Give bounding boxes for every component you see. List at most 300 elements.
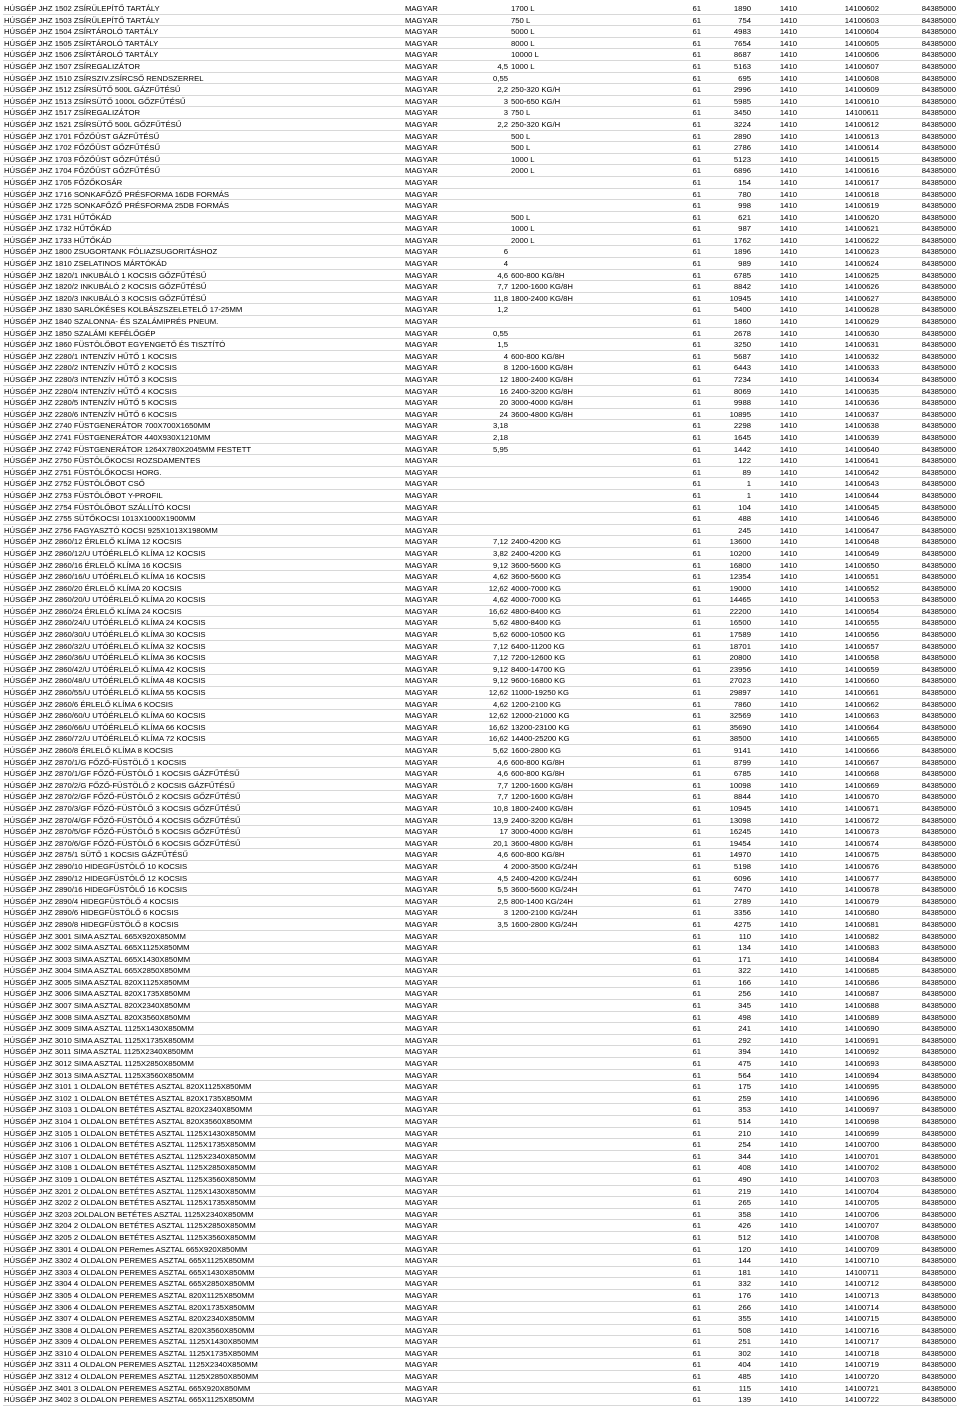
- vtsz-cell: 84385000: [921, 328, 956, 338]
- vtsz-cell: 84385000: [921, 780, 956, 790]
- group-cell: 1410: [779, 189, 797, 199]
- item-id-cell: 14100606: [844, 50, 879, 60]
- code-cell: 61: [692, 1174, 701, 1184]
- price-cell: 564: [738, 1070, 751, 1080]
- capacity-cell: 6400-11200 KG: [511, 641, 565, 651]
- country-cell: MAGYAR: [405, 1209, 438, 1219]
- power-cell: [465, 3, 509, 14]
- product-name-cell: HÚSGÉP JHZ 2860/16 ÉRLELŐ KLÍMA 16 KOCSIS: [4, 560, 182, 570]
- group-cell: 1410: [779, 1117, 797, 1126]
- price-cell: 512: [738, 1232, 751, 1242]
- vtsz-cell: 84385000: [921, 560, 956, 570]
- product-name-cell: HÚSGÉP JHZ 3109 1 OLDALON BETÉTES ASZTAL 1125X3560X850MM: [4, 1174, 256, 1184]
- item-id-cell: 14100694: [844, 1070, 879, 1080]
- capacity-cell: 1200-1600 KG/8H: [511, 780, 573, 790]
- price-cell: 989: [738, 259, 751, 269]
- product-name-cell: HÚSGÉP JHZ 2860/66/U UTÓÉRLELŐ KLÍMA 66 KOCSIS: [4, 722, 206, 732]
- price-cell: 332: [738, 1279, 751, 1289]
- item-id-cell: 14100686: [844, 977, 879, 987]
- group-cell: 1410: [779, 595, 797, 605]
- code-cell: 61: [692, 212, 701, 222]
- capacity-cell: [509, 1232, 649, 1243]
- group-cell: 1410: [779, 1198, 797, 1208]
- item-id-cell: 14100683: [844, 943, 879, 953]
- item-id-cell: 14100604: [844, 27, 879, 37]
- product-name-cell: HÚSGÉP JHZ 2890/10 HIDEGFÜSTÖLŐ 10 KOCSIS: [4, 861, 188, 871]
- power-cell: [465, 1209, 509, 1220]
- vtsz-cell: 84385000: [921, 1267, 956, 1277]
- vtsz-cell: 84385000: [921, 803, 956, 813]
- item-id-cell: 14100633: [844, 363, 879, 373]
- price-cell: 166: [738, 977, 751, 987]
- item-id-cell: 14100609: [844, 85, 879, 95]
- country-cell: MAGYAR: [405, 792, 438, 802]
- group-cell: 1410: [779, 1163, 797, 1173]
- capacity-cell: 2000 L: [511, 235, 535, 245]
- vtsz-cell: 84385000: [921, 618, 956, 628]
- power-cell: 4,6: [497, 850, 508, 860]
- item-id-cell: 14100684: [844, 954, 879, 964]
- price-cell: 8069: [733, 386, 751, 396]
- product-name-cell: HÚSGÉP JHZ 2870/6/GF FŐZŐ-FÜSTÖLŐ 6 KOCSIS GŐZFŰTÉSŰ: [4, 838, 241, 848]
- table-row: [3, 1313, 957, 1325]
- product-name-cell: HÚSGÉP JHZ 3106 1 OLDALON BETÉTES ASZTAL 1125X1735X850MM: [4, 1140, 256, 1150]
- country-cell: MAGYAR: [405, 757, 438, 767]
- group-cell: 1410: [779, 931, 797, 941]
- capacity-cell: 1800-2400 KG/8H: [511, 803, 573, 813]
- group-cell: 1410: [779, 537, 797, 547]
- capacity-cell: 8400-14700 KG: [511, 664, 566, 674]
- group-cell: 1410: [779, 1082, 797, 1092]
- group-cell: 1410: [779, 1035, 797, 1045]
- group-cell: 1410: [779, 792, 797, 802]
- item-id-cell: 14100705: [844, 1198, 879, 1208]
- product-name-cell: HÚSGÉP JHZ 3402 3 OLDALON PEREMES ASZTAL 665X1125X850MM: [4, 1395, 255, 1405]
- table-row: [3, 131, 957, 143]
- price-cell: 210: [738, 1128, 751, 1138]
- table-row: [3, 1197, 957, 1209]
- capacity-cell: [509, 942, 649, 953]
- product-name-cell: HÚSGÉP JHZ 1820/2 INKUBÁLÓ 2 KOCSIS GŐZFŰTÉSŰ: [4, 282, 207, 292]
- product-name-cell: HÚSGÉP JHZ 2860/72/U UTÓÉRLELŐ KLÍMA 72 KOCSIS: [4, 734, 206, 744]
- price-cell: 259: [738, 1093, 751, 1103]
- country-cell: MAGYAR: [405, 1070, 438, 1080]
- price-cell: 13600: [729, 537, 751, 547]
- code-cell: 61: [692, 1186, 701, 1196]
- country-cell: MAGYAR: [405, 1383, 438, 1393]
- group-cell: 1410: [779, 618, 797, 628]
- item-id-cell: 14100666: [844, 746, 879, 755]
- vtsz-cell: 84385000: [921, 479, 956, 489]
- item-id-cell: 14100630: [844, 328, 879, 338]
- table-row: [3, 1046, 957, 1058]
- code-cell: 61: [692, 1360, 701, 1370]
- vtsz-cell: 84385000: [921, 4, 956, 13]
- product-name-cell: HÚSGÉP JHZ 3307 4 OLDALON PEREMES ASZTAL 820X2340X850MM: [4, 1314, 255, 1324]
- table-row: [3, 1336, 957, 1348]
- country-cell: MAGYAR: [405, 885, 438, 895]
- capacity-cell: 600-800 KG/8H: [511, 769, 565, 779]
- country-cell: MAGYAR: [405, 931, 438, 941]
- country-cell: MAGYAR: [405, 108, 438, 118]
- product-name-cell: HÚSGÉP JHZ 1732 HŰTŐKÁD: [4, 224, 112, 234]
- capacity-cell: 2000-3500 KG/24H: [511, 861, 578, 871]
- capacity-cell: [509, 1325, 649, 1336]
- item-id-cell: 14100624: [844, 259, 879, 269]
- code-cell: 61: [692, 514, 701, 524]
- vtsz-cell: 84385000: [921, 1093, 956, 1103]
- group-cell: 1410: [779, 850, 797, 860]
- country-cell: MAGYAR: [405, 235, 438, 245]
- table-row: [3, 617, 957, 629]
- item-id-cell: 14100643: [844, 479, 879, 489]
- capacity-cell: 4000-7000 KG: [511, 595, 562, 605]
- group-cell: 1410: [779, 1093, 797, 1103]
- capacity-cell: [509, 444, 649, 455]
- price-cell: 7654: [733, 38, 751, 48]
- code-cell: 61: [692, 1024, 701, 1034]
- capacity-cell: [509, 513, 649, 524]
- code-cell: 61: [692, 1256, 701, 1266]
- item-id-cell: 14100618: [844, 189, 879, 199]
- price-cell: 508: [738, 1325, 751, 1335]
- country-cell: MAGYAR: [405, 676, 438, 686]
- power-cell: 4: [503, 259, 508, 269]
- code-cell: 61: [692, 606, 701, 616]
- code-cell: 61: [692, 919, 701, 929]
- power-cell: 16,62: [488, 722, 508, 732]
- price-cell: 144: [738, 1256, 751, 1266]
- table-row: [3, 1220, 957, 1232]
- vtsz-cell: 84385000: [921, 989, 956, 999]
- table-row: [3, 73, 957, 85]
- product-name-cell: HÚSGÉP JHZ 3103 1 OLDALON BETÉTES ASZTAL 820X2340X850MM: [4, 1105, 253, 1115]
- power-cell: [465, 977, 509, 988]
- group-cell: 1410: [779, 514, 797, 524]
- capacity-cell: [509, 246, 649, 257]
- power-cell: [465, 142, 509, 153]
- power-cell: 9,12: [493, 676, 508, 686]
- price-cell: 485: [738, 1372, 751, 1382]
- item-id-cell: 14100721: [844, 1383, 879, 1393]
- power-cell: [465, 513, 509, 524]
- power-cell: 4,5: [497, 873, 508, 883]
- capacity-cell: 600-800 KG/8H: [511, 270, 565, 280]
- group-cell: 1410: [779, 235, 797, 245]
- item-id-cell: 14100691: [844, 1035, 879, 1045]
- group-cell: 1410: [779, 73, 797, 83]
- price-cell: 9988: [733, 398, 751, 408]
- item-id-cell: 14100621: [844, 224, 879, 234]
- vtsz-cell: 84385000: [921, 606, 956, 616]
- vtsz-cell: 84385000: [921, 966, 956, 976]
- product-name-cell: HÚSGÉP JHZ 2860/42/U UTÓÉRLELŐ KLÍMA 42 KOCSIS: [4, 664, 206, 674]
- power-cell: [465, 177, 509, 188]
- country-cell: MAGYAR: [405, 722, 438, 732]
- country-cell: MAGYAR: [405, 966, 438, 976]
- code-cell: 61: [692, 282, 701, 292]
- table-row: [3, 699, 957, 711]
- table-row: [3, 142, 957, 154]
- code-cell: 61: [692, 630, 701, 640]
- price-cell: 2890: [733, 131, 751, 141]
- country-cell: MAGYAR: [405, 711, 438, 721]
- country-cell: MAGYAR: [405, 386, 438, 396]
- table-row: [3, 177, 957, 189]
- vtsz-cell: 84385000: [921, 1117, 956, 1126]
- capacity-cell: [509, 977, 649, 988]
- group-cell: 1410: [779, 1395, 797, 1405]
- power-cell: 3: [503, 96, 508, 106]
- code-cell: 61: [692, 73, 701, 83]
- product-name-cell: HÚSGÉP JHZ 2740 FÜSTGENERÁTOR 700X700X1650MM: [4, 421, 211, 431]
- table-row: [3, 1186, 957, 1198]
- capacity-cell: [509, 1058, 649, 1069]
- code-cell: 61: [692, 966, 701, 976]
- code-cell: 61: [692, 1337, 701, 1347]
- country-cell: MAGYAR: [405, 595, 438, 605]
- item-id-cell: 14100620: [844, 212, 879, 222]
- price-cell: 134: [738, 943, 751, 953]
- price-cell: 498: [738, 1012, 751, 1022]
- item-id-cell: 14100617: [844, 177, 879, 187]
- code-cell: 61: [692, 1151, 701, 1161]
- capacity-cell: [509, 316, 649, 327]
- code-cell: 61: [692, 676, 701, 686]
- product-name-cell: HÚSGÉP JHZ 3006 SIMA ASZTAL 820X1735X850MM: [4, 989, 191, 999]
- price-cell: 358: [738, 1209, 751, 1219]
- product-name-cell: HÚSGÉP JHZ 1850 SZALÁMI KEFÉLŐGÉP: [4, 328, 156, 338]
- item-id-cell: 14100607: [844, 61, 879, 71]
- vtsz-cell: 84385000: [921, 792, 956, 802]
- item-id-cell: 14100706: [844, 1209, 879, 1219]
- group-cell: 1410: [779, 177, 797, 187]
- product-name-cell: HÚSGÉP JHZ 1820/1 INKUBÁLÓ 1 KOCSIS GŐZFŰTÉSŰ: [4, 270, 207, 280]
- item-id-cell: 14100646: [844, 514, 879, 524]
- vtsz-cell: 84385000: [921, 456, 956, 466]
- country-cell: MAGYAR: [405, 15, 438, 25]
- power-cell: [465, 1162, 509, 1173]
- group-cell: 1410: [779, 259, 797, 269]
- item-id-cell: 14100611: [845, 108, 879, 118]
- vtsz-cell: 84385000: [921, 375, 956, 384]
- vtsz-cell: 84385000: [921, 943, 956, 953]
- capacity-cell: [509, 1000, 649, 1011]
- table-row: [3, 977, 957, 989]
- price-cell: 10200: [729, 548, 751, 558]
- code-cell: 61: [692, 746, 701, 755]
- product-name-cell: HÚSGÉP JHZ 1503 ZSÍRÜLEPÍTŐ TARTÁLY: [4, 15, 160, 25]
- group-cell: 1410: [779, 722, 797, 732]
- price-cell: 13098: [729, 815, 751, 825]
- item-id-cell: 14100702: [844, 1163, 879, 1173]
- table-row: [3, 1371, 957, 1383]
- country-cell: MAGYAR: [405, 1001, 438, 1011]
- group-cell: 1410: [779, 270, 797, 280]
- code-cell: 61: [692, 421, 701, 431]
- item-id-cell: 14100657: [844, 641, 879, 651]
- table-row: [3, 293, 957, 305]
- power-cell: 4: [503, 351, 508, 361]
- price-cell: 3224: [733, 119, 751, 129]
- vtsz-cell: 84385000: [921, 119, 956, 129]
- power-cell: 3: [503, 108, 508, 118]
- power-cell: 20: [499, 398, 508, 408]
- vtsz-cell: 84385000: [921, 1163, 956, 1173]
- country-cell: MAGYAR: [405, 1348, 438, 1358]
- vtsz-cell: 84385000: [921, 699, 956, 709]
- product-name-cell: HÚSGÉP JHZ 2860/12 ÉRLELŐ KLÍMA 12 KOCSIS: [4, 537, 182, 547]
- item-id-cell: 14100671: [844, 803, 879, 813]
- country-cell: MAGYAR: [405, 1012, 438, 1022]
- code-cell: 61: [692, 954, 701, 964]
- vtsz-cell: 84385000: [921, 676, 956, 686]
- country-cell: MAGYAR: [405, 4, 438, 13]
- vtsz-cell: 84385000: [921, 177, 956, 187]
- item-id-cell: 14100649: [844, 548, 879, 558]
- country-cell: MAGYAR: [405, 1244, 438, 1254]
- product-name-cell: HÚSGÉP JHZ 2860/24 ÉRLELŐ KLÍMA 24 KOCSIS: [4, 606, 182, 616]
- code-cell: 61: [692, 398, 701, 408]
- group-cell: 1410: [779, 1070, 797, 1080]
- power-cell: [465, 1081, 509, 1092]
- item-id-cell: 14100682: [844, 931, 879, 941]
- price-cell: 6785: [733, 270, 751, 280]
- product-name-cell: HÚSGÉP JHZ 3308 4 OLDALON PEREMES ASZTAL 820X3560X850MM: [4, 1325, 255, 1335]
- capacity-cell: 250-320 KG/H: [511, 85, 561, 95]
- vtsz-cell: 84385000: [921, 1337, 956, 1347]
- price-cell: 171: [738, 954, 751, 964]
- price-cell: 7860: [733, 699, 751, 709]
- table-row: [3, 942, 957, 954]
- product-name-cell: HÚSGÉP JHZ 3311 4 OLDALON PEREMES ASZTAL 1125X2340X850MM: [4, 1360, 258, 1370]
- item-id-cell: 14100716: [844, 1325, 879, 1335]
- product-name-cell: HÚSGÉP JHZ 1506 ZSÍRTÁROLÓ TARTÁLY: [4, 50, 159, 60]
- item-id-cell: 14100651: [844, 572, 879, 582]
- capacity-cell: 3600-4800 KG/8H: [511, 838, 573, 848]
- country-cell: MAGYAR: [405, 305, 438, 315]
- code-cell: 61: [692, 166, 701, 176]
- capacity-cell: 4000-7000 KG: [511, 583, 562, 593]
- group-cell: 1410: [779, 1001, 797, 1011]
- product-name-cell: HÚSGÉP JHZ 2741 FÜSTGENERÁTOR 440X930X1210MM: [4, 432, 211, 442]
- power-cell: 4,62: [493, 572, 508, 582]
- country-cell: MAGYAR: [405, 1093, 438, 1103]
- price-cell: 110: [738, 931, 751, 941]
- product-name-cell: HÚSGÉP JHZ 2870/4/GF FŐZŐ-FÜSTÖLŐ 4 KOCSIS GŐZFŰTÉSŰ: [4, 815, 241, 825]
- code-cell: 61: [692, 861, 701, 871]
- country-cell: MAGYAR: [405, 166, 438, 176]
- group-cell: 1410: [779, 131, 797, 141]
- power-cell: [465, 1139, 509, 1150]
- country-cell: MAGYAR: [405, 606, 438, 616]
- capacity-cell: [509, 1128, 649, 1139]
- power-cell: [465, 1012, 509, 1023]
- power-cell: [465, 1116, 509, 1127]
- group-cell: 1410: [779, 398, 797, 408]
- capacity-cell: [509, 1348, 649, 1359]
- power-cell: 20,1: [493, 838, 508, 848]
- item-id-cell: 14100612: [844, 119, 879, 129]
- capacity-cell: [509, 1220, 649, 1231]
- group-cell: 1410: [779, 154, 797, 164]
- table-row: [3, 1093, 957, 1105]
- power-cell: [465, 15, 509, 26]
- vtsz-cell: 84385000: [921, 1151, 956, 1161]
- price-cell: 251: [738, 1337, 751, 1347]
- power-cell: 17: [499, 827, 508, 837]
- group-cell: 1410: [779, 1059, 797, 1069]
- table-row: [3, 745, 957, 757]
- product-name-cell: HÚSGÉP JHZ 1502 ZSÍRÜLEPÍTŐ TARTÁLY: [4, 4, 160, 13]
- price-cell: 256: [738, 989, 751, 999]
- table-row: [3, 687, 957, 699]
- vtsz-cell: 84385000: [921, 1290, 956, 1300]
- table-row: [3, 281, 957, 293]
- table-row: [3, 200, 957, 212]
- table-row: [3, 316, 957, 328]
- power-cell: 4,62: [493, 595, 508, 605]
- product-name-cell: HÚSGÉP JHZ 3105 1 OLDALON BETÉTES ASZTAL 1125X1430X850MM: [4, 1128, 256, 1138]
- group-cell: 1410: [779, 606, 797, 616]
- price-cell: 12354: [729, 572, 751, 582]
- product-name-cell: HÚSGÉP JHZ 3310 4 OLDALON PEREMES ASZTAL 1125X1735X850MM: [4, 1348, 259, 1358]
- country-cell: MAGYAR: [405, 653, 438, 663]
- item-id-cell: 14100610: [844, 96, 879, 106]
- vtsz-cell: 84385000: [921, 73, 956, 83]
- product-name-cell: HÚSGÉP JHZ 3009 SIMA ASZTAL 1125X1430X850MM: [4, 1024, 194, 1034]
- capacity-cell: 800-1400 KG/24H: [511, 896, 573, 906]
- capacity-cell: [509, 1139, 649, 1150]
- item-id-cell: 14100632: [844, 351, 879, 361]
- group-cell: 1410: [779, 630, 797, 640]
- power-cell: 4,6: [497, 757, 508, 767]
- price-cell: 1762: [733, 235, 751, 245]
- group-cell: 1410: [779, 293, 797, 303]
- group-cell: 1410: [779, 908, 797, 918]
- table-row: [3, 1394, 957, 1406]
- item-id-cell: 14100603: [844, 15, 879, 25]
- table-row: [3, 629, 957, 641]
- country-cell: MAGYAR: [405, 688, 438, 698]
- table-row: [3, 96, 957, 108]
- product-name-cell: HÚSGÉP JHZ 3107 1 OLDALON BETÉTES ASZTAL 1125X2340X850MM: [4, 1151, 256, 1161]
- item-id-cell: 14100616: [844, 166, 879, 176]
- country-cell: MAGYAR: [405, 189, 438, 199]
- vtsz-cell: 84385000: [921, 166, 956, 176]
- item-id-cell: 14100628: [844, 305, 879, 315]
- country-cell: MAGYAR: [405, 583, 438, 593]
- product-name-cell: HÚSGÉP JHZ 3301 4 OLDALON PERemes ASZTAL 665X920X850MM: [4, 1244, 248, 1254]
- code-cell: 61: [692, 432, 701, 442]
- table-row: [3, 1000, 957, 1012]
- price-cell: 175: [738, 1082, 751, 1092]
- product-name-cell: HÚSGÉP JHZ 3004 SIMA ASZTAL 665X2850X850MM: [4, 966, 191, 976]
- product-name-cell: HÚSGÉP JHZ 3204 2 OLDALON BETÉTES ASZTAL 1125X2850X850MM: [4, 1221, 256, 1231]
- price-cell: 20800: [729, 653, 751, 663]
- vtsz-cell: 84385000: [921, 595, 956, 605]
- table-row: [3, 931, 957, 943]
- country-cell: MAGYAR: [405, 96, 438, 106]
- table-row: [3, 374, 957, 386]
- item-id-cell: 14100675: [844, 850, 879, 860]
- item-id-cell: 14100660: [844, 676, 879, 686]
- item-id-cell: 14100697: [844, 1105, 879, 1115]
- price-cell: 353: [738, 1105, 751, 1115]
- country-cell: MAGYAR: [405, 224, 438, 234]
- code-cell: 61: [692, 1012, 701, 1022]
- product-name-cell: HÚSGÉP JHZ 2890/4 HIDEGFÜSTÖLŐ 4 KOCSIS: [4, 896, 179, 906]
